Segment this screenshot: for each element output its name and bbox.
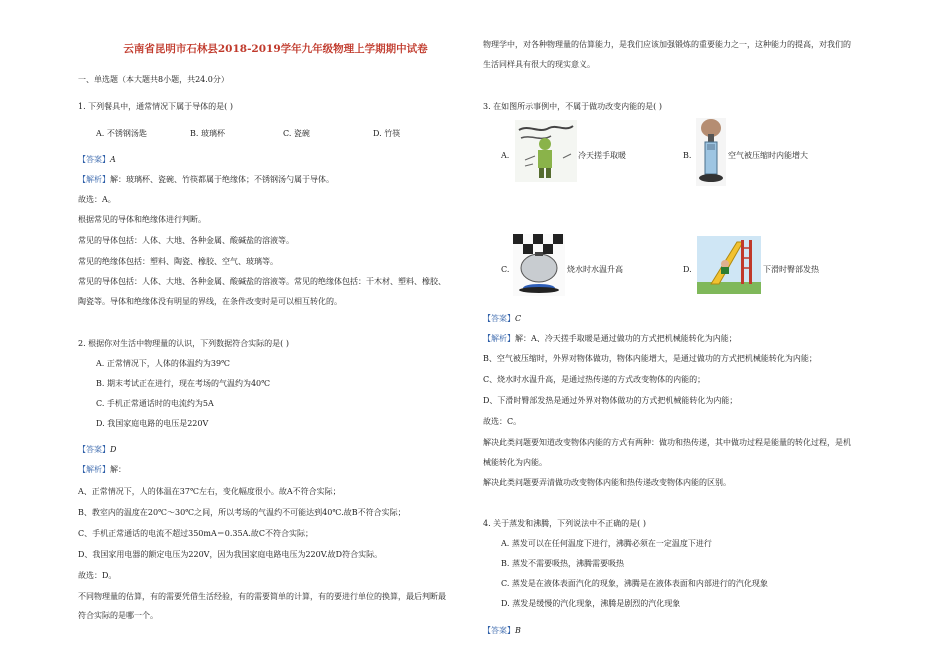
q2-analysis bbox=[78, 464, 126, 475]
analysis-tag: 【解析】 bbox=[483, 334, 515, 343]
q3-stem: 3. 在如图所示事例中，不属于做功改变内能的是( ) bbox=[483, 102, 662, 111]
rubbing-hands-image bbox=[515, 120, 577, 182]
analysis-line: D、我国家用电器的额定电压为220V，因为我国家庭电路电压为220V.故D符合实际。 bbox=[78, 550, 383, 559]
analysis-line: B、教室内的温度在20℃～30℃之间，所以考场的气温约不可能达到40℃.故B不符合实际； bbox=[78, 508, 406, 517]
q2-option-c: C. 手机正常通话时的电流约为5A bbox=[96, 399, 214, 408]
analysis-line: 常见的导体包括：人体、大地、各种金属、酸碱盐的溶液等。常见的绝缘体包括：干木材、塑料、橡胶、 bbox=[78, 277, 446, 286]
analysis-line: 解： bbox=[110, 465, 126, 474]
air-compression-image bbox=[696, 118, 726, 186]
answer-tag: 【答案】 bbox=[483, 626, 515, 635]
q3-option-a-letter: A. bbox=[501, 151, 510, 160]
q3-option-d-letter: D. bbox=[683, 265, 692, 274]
answer-value: B bbox=[515, 626, 521, 635]
q1-option-c: C. 瓷碗 bbox=[283, 129, 310, 138]
q1-answer bbox=[78, 154, 116, 165]
q2-answer bbox=[78, 444, 116, 455]
q2-option-a: A. 正常情况下，人体的体温约为39℃ bbox=[96, 359, 230, 368]
intro-line: 生活同样具有很大的现实意义。 bbox=[483, 60, 595, 69]
q1-option-a: A. 不锈钢汤匙 bbox=[96, 129, 147, 138]
q3-option-c-letter: C. bbox=[501, 265, 510, 274]
analysis-line: D、下滑时臀部发热是通过外界对物体做功的方式把机械能转化为内能； bbox=[483, 396, 738, 405]
q1-analysis bbox=[78, 174, 334, 185]
q4-option-b: B. 蒸发不需要吸热，沸腾需要吸热 bbox=[501, 559, 624, 568]
slide-image bbox=[697, 236, 761, 294]
answer-tag: 【答案】 bbox=[483, 314, 515, 323]
answer-tag: 【答案】 bbox=[78, 155, 110, 164]
q3-option-d-label: 下滑时臀部发热 bbox=[763, 265, 819, 274]
analysis-line: 械能转化为内能。 bbox=[483, 458, 547, 467]
intro-line: 物理学中，对各种物理量的估算能力，是我们应该加强锻炼的重要能力之一，这种能力的提高，对我们的 bbox=[483, 40, 851, 49]
answer-value: C bbox=[515, 314, 522, 323]
analysis-line: A、正常情况下，人的体温在37℃左右，变化幅度很小。故A不符合实际； bbox=[78, 487, 341, 496]
analysis-line: 符合实际的是哪一个。 bbox=[78, 611, 158, 620]
q3-option-b-label: 空气被压缩时内能增大 bbox=[728, 151, 808, 160]
analysis-line: 不同物理量的估算，有的需要凭借生活经验，有的需要简单的计算，有的要进行单位的换算，最后判断最 bbox=[78, 592, 446, 601]
answer-value: D bbox=[110, 445, 117, 454]
kettle-heating-image bbox=[513, 234, 565, 296]
q2-option-d: D. 我国家庭电路的电压是220V bbox=[96, 419, 209, 428]
analysis-line: B、空气被压缩时，外界对物体做功，物体内能增大，是通过做功的方式把机械能转化为内能； bbox=[483, 354, 817, 363]
q4-option-a: A. 蒸发可以在任何温度下进行，沸腾必须在一定温度下进行 bbox=[501, 539, 712, 548]
analysis-tag: 【解析】 bbox=[78, 465, 110, 474]
analysis-line: 故选：C。 bbox=[483, 417, 522, 426]
q4-stem: 4. 关于蒸发和沸腾，下列说法中不正确的是( ) bbox=[483, 519, 646, 528]
analysis-line: 故选：D。 bbox=[78, 571, 117, 580]
q4-option-c: C. 蒸发是在液体表面汽化的现象，沸腾是在液体表面和内部进行的汽化现象 bbox=[501, 579, 768, 588]
analysis-line: 常见的导体包括：人体、大地、各种金属、酸碱盐的溶液等。 bbox=[78, 236, 294, 245]
analysis-line: 常见的绝缘体包括：塑料、陶瓷、橡胶、空气、玻璃等。 bbox=[78, 257, 278, 266]
page-title: 云南省昆明市石林县2018-2019学年九年级物理上学期期中试卷 bbox=[123, 43, 428, 55]
q4-option-d: D. 蒸发是缓慢的汽化现象，沸腾是剧烈的汽化现象 bbox=[501, 599, 681, 608]
answer-tag: 【答案】 bbox=[78, 445, 110, 454]
analysis-line: 根据常见的导体和绝缘体进行判断。 bbox=[78, 215, 206, 224]
section-heading: 一、单选题（本大题共8小题，共24.0分） bbox=[78, 75, 229, 84]
q3-answer bbox=[483, 313, 521, 324]
q3-option-a-label: 冷天搓手取暖 bbox=[578, 151, 626, 160]
q1-stem: 1. 下列餐具中，通常情况下属于导体的是( ) bbox=[78, 102, 233, 111]
analysis-line: 解决此类问题要弄清做功改变物体内能和热传递改变物体内能的区别。 bbox=[483, 478, 731, 487]
analysis-line: 解：A、冷天搓手取暖是通过做功的方式把机械能转化为内能； bbox=[515, 334, 737, 343]
analysis-line: 故选：A。 bbox=[78, 195, 116, 204]
answer-value: A bbox=[110, 155, 116, 164]
analysis-line: C、手机正常通话的电流不超过350mA＝0.35A.故C不符合实际； bbox=[78, 529, 314, 538]
analysis-tag: 【解析】 bbox=[78, 175, 110, 184]
q3-analysis bbox=[483, 333, 737, 344]
analysis-line: C、烧水时水温升高，是通过热传递的方式改变物体的内能的； bbox=[483, 375, 706, 384]
analysis-line: 解决此类问题要知道改变物体内能的方式有两种：做功和热传递，其中做功过程是能量的转化过程，是机 bbox=[483, 438, 851, 447]
q1-option-b: B. 玻璃杯 bbox=[190, 129, 225, 138]
analysis-line: 解：玻璃杯、瓷碗、竹筷都属于绝缘体；不锈钢汤勺属于导体。 bbox=[110, 175, 334, 184]
q3-option-c-label: 烧水时水温升高 bbox=[567, 265, 623, 274]
q3-option-b-letter: B. bbox=[683, 151, 692, 160]
q4-answer bbox=[483, 625, 521, 636]
q2-option-b: B. 期末考试正在进行，现在考场的气温约为40℃ bbox=[96, 379, 271, 388]
q2-stem: 2. 根据你对生活中物理量的认识，下列数据符合实际的是( ) bbox=[78, 339, 289, 348]
q1-option-d: D. 竹筷 bbox=[373, 129, 401, 138]
analysis-line: 陶瓷等。导体和绝缘体没有明显的界线，在条件改变时是可以相互转化的。 bbox=[78, 297, 342, 306]
